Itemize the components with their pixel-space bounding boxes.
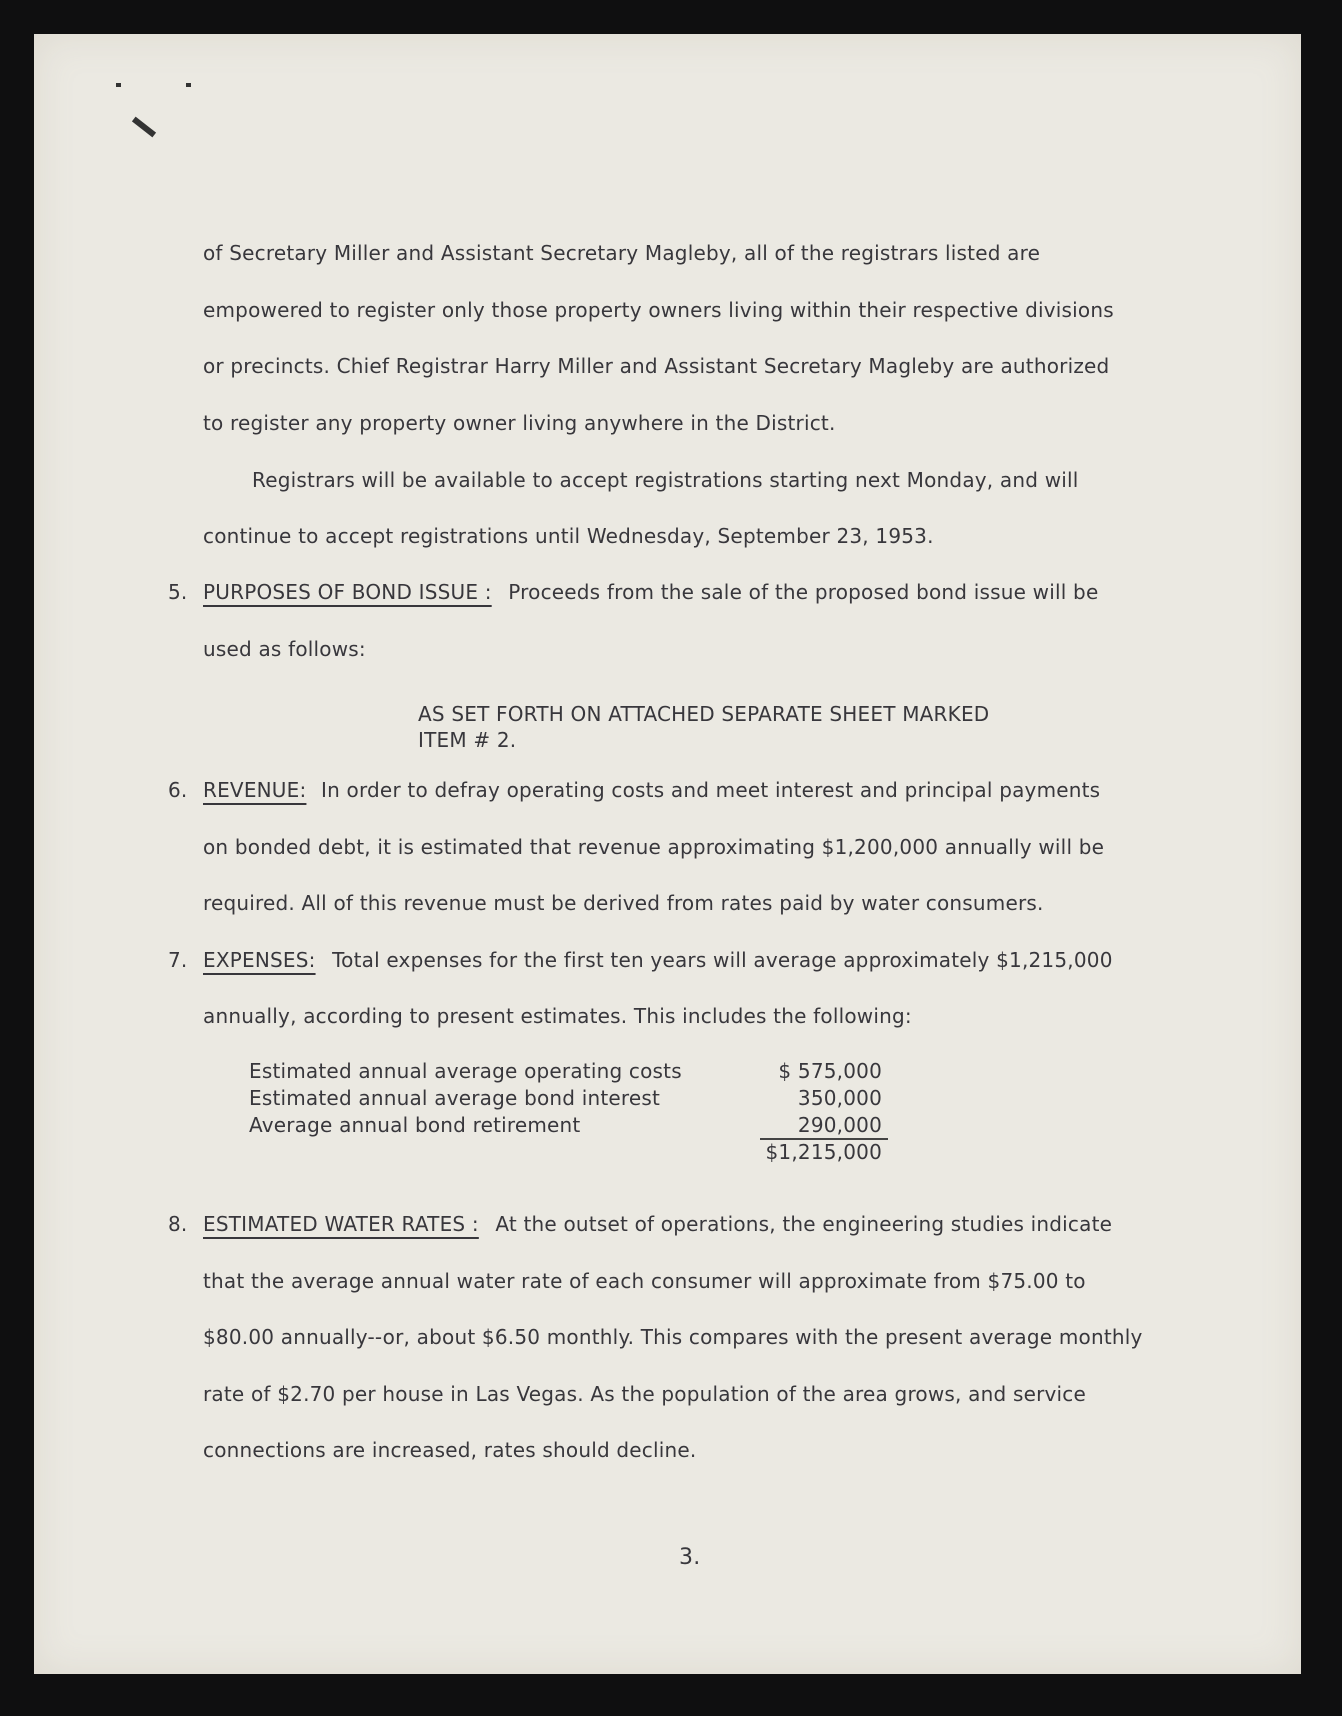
- body-line: rate of $2.70 per house in Las Vegas. As the population of the area grows, and service: [203, 1382, 1086, 1406]
- section-text: At the outset of operations, the engineering studies indicate: [495, 1212, 1113, 1236]
- document-body: [34, 34, 1301, 1674]
- body-line: on bonded debt, it is estimated that revenue approximating $1,200,000 annually will be: [203, 835, 1105, 859]
- body-line: $80.00 annually--or, about $6.50 monthly. This compares with the present average monthly: [203, 1325, 1143, 1349]
- body-line: continue to accept registrations until Wednesday, September 23, 1953.: [203, 524, 934, 548]
- section-number: 6.: [168, 778, 188, 802]
- table-row-label: Estimated annual average bond interest: [249, 1086, 661, 1110]
- body-line: connections are increased, rates should decline.: [203, 1438, 697, 1462]
- paper-sheet: [34, 34, 1301, 1674]
- table-row-amount: $ 575,000: [778, 1059, 882, 1083]
- body-line: of Secretary Miller and Assistant Secretary Magleby, all of the registrars listed are: [203, 241, 1041, 265]
- section-number: 5.: [168, 580, 188, 604]
- item-note: ITEM # 2.: [418, 728, 517, 752]
- section-text: Total expenses for the first ten years will average approximately $1,215,000: [332, 948, 1113, 972]
- section-heading: PURPOSES OF BOND ISSUE :: [203, 580, 492, 604]
- body-line: used as follows:: [203, 637, 366, 661]
- table-row-amount: 350,000: [797, 1086, 882, 1110]
- section-text: In order to defray operating costs and meet interest and principal payments: [321, 778, 1101, 802]
- section-8: [168, 1212, 1112, 1236]
- table-total: $1,215,000: [765, 1140, 882, 1164]
- section-number: 8.: [168, 1212, 188, 1236]
- body-line: empowered to register only those property owners living within their respective divisions: [203, 298, 1114, 322]
- table-row-label: Average annual bond retirement: [249, 1113, 581, 1137]
- item-note: AS SET FORTH ON ATTACHED SEPARATE SHEET MARKED: [418, 702, 990, 726]
- body-line: to register any property owner living anywhere in the District.: [203, 411, 836, 435]
- section-heading: REVENUE:: [203, 778, 307, 802]
- section-6: [168, 778, 1100, 802]
- section-heading: EXPENSES:: [203, 948, 316, 972]
- section-number: 7.: [168, 948, 188, 972]
- table-row-label: Estimated annual average operating costs: [249, 1059, 682, 1083]
- table-row-amount: 290,000: [797, 1113, 882, 1137]
- section-text: Proceeds from the sale of the proposed bond issue will be: [508, 580, 1099, 604]
- section-7: [168, 948, 1113, 972]
- body-line: or precincts. Chief Registrar Harry Miller and Assistant Secretary Magleby are authorized: [203, 354, 1110, 378]
- body-line: annually, according to present estimates. This includes the following:: [203, 1004, 912, 1028]
- body-line: required. All of this revenue must be derived from rates paid by water consumers.: [203, 891, 1044, 915]
- section-5: [168, 580, 1098, 604]
- page-number: 3.: [679, 1545, 701, 1570]
- section-heading: ESTIMATED WATER RATES :: [203, 1212, 479, 1236]
- body-line: Registrars will be available to accept registrations starting next Monday, and will: [252, 468, 1079, 492]
- body-line: that the average annual water rate of each consumer will approximate from $75.00 to: [203, 1269, 1086, 1293]
